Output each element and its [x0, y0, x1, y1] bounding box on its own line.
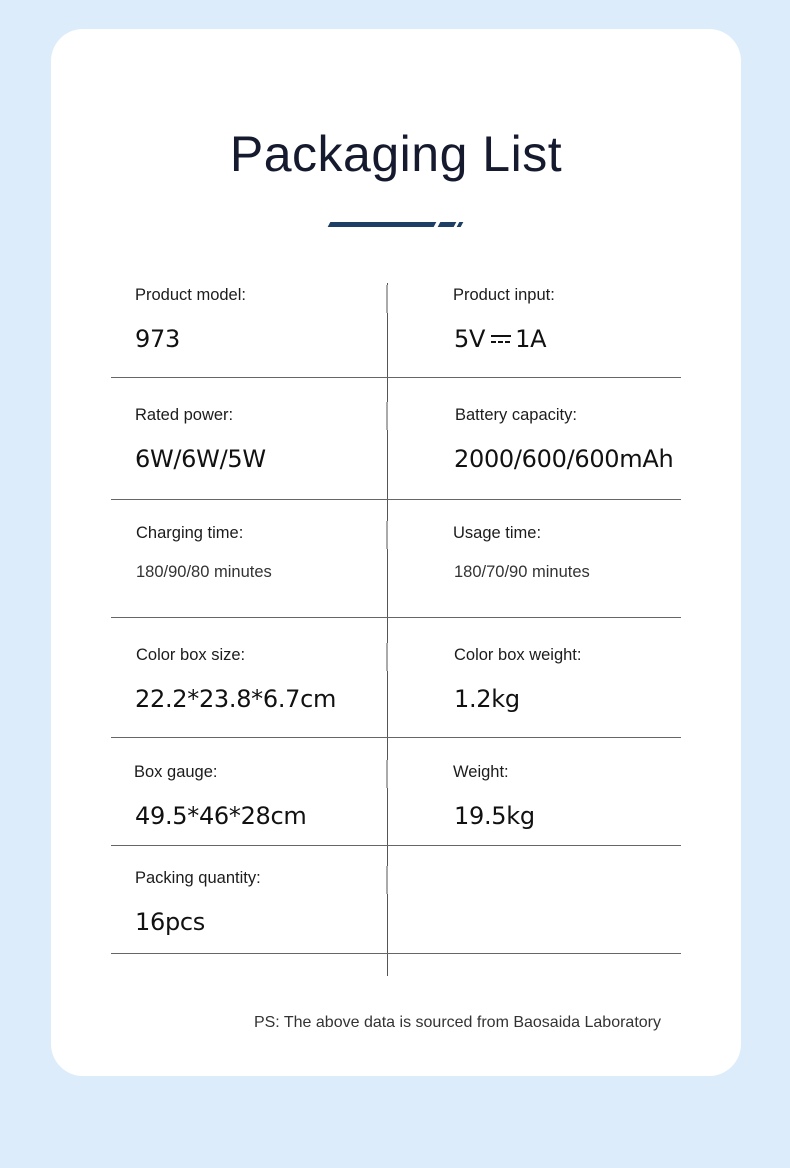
packaging-card: [51, 29, 741, 1076]
product-input-current: 1A: [515, 325, 547, 353]
color-box-weight-label: Color box weight:: [454, 646, 582, 664]
box-gauge-label: Box gauge:: [134, 763, 218, 781]
rated-power-label: Rated power:: [135, 406, 234, 424]
battery-capacity-label: Battery capacity:: [455, 406, 577, 424]
usage-time-label: Usage time:: [453, 524, 542, 542]
color-box-size-label: Color box size:: [136, 646, 246, 664]
table-row-divider: [111, 845, 681, 846]
table-row-divider: [111, 377, 681, 378]
table-row-divider: [111, 737, 681, 738]
battery-capacity-value: 2000/600/600mAh: [454, 445, 674, 473]
product-input-voltage: 5V: [454, 325, 486, 353]
row-divider-tick: [386, 866, 388, 894]
product-model-value: 973: [135, 325, 180, 353]
table-row-divider: [111, 617, 681, 618]
row-divider-tick: [386, 285, 388, 313]
weight-value: 19.5kg: [454, 802, 535, 830]
row-divider-tick: [386, 760, 388, 788]
weight-label: Weight:: [453, 763, 509, 781]
accent-segment: [438, 222, 457, 227]
box-gauge-value: 49.5*46*28cm: [135, 802, 307, 830]
row-divider-tick: [386, 402, 388, 430]
accent-segment: [457, 222, 464, 227]
color-box-size-value: 22.2*23.8*6.7cm: [135, 685, 337, 713]
product-input-label: Product input:: [453, 286, 555, 304]
row-divider-tick: [386, 643, 388, 671]
title-underline-accent: [327, 222, 517, 228]
table-row-divider: [111, 953, 681, 954]
product-model-label: Product model:: [135, 286, 246, 304]
rated-power-value: 6W/6W/5W: [135, 445, 266, 473]
packing-quantity-label: Packing quantity:: [135, 869, 261, 887]
dc-current-icon: [491, 334, 511, 344]
data-source-footnote: PS: The above data is sourced from Baosaida Laboratory: [253, 1014, 661, 1031]
product-input-value: [454, 325, 546, 353]
table-row-divider: [111, 499, 681, 500]
row-divider-tick: [386, 521, 388, 549]
accent-segment: [328, 222, 437, 227]
charging-time-value: 180/90/80 minutes: [136, 563, 272, 581]
packing-quantity-value: 16pcs: [135, 908, 205, 936]
usage-time-value: 180/70/90 minutes: [454, 563, 590, 581]
page-title: Packaging List: [229, 126, 563, 182]
color-box-weight-value: 1.2kg: [454, 685, 520, 713]
charging-time-label: Charging time:: [136, 524, 244, 542]
